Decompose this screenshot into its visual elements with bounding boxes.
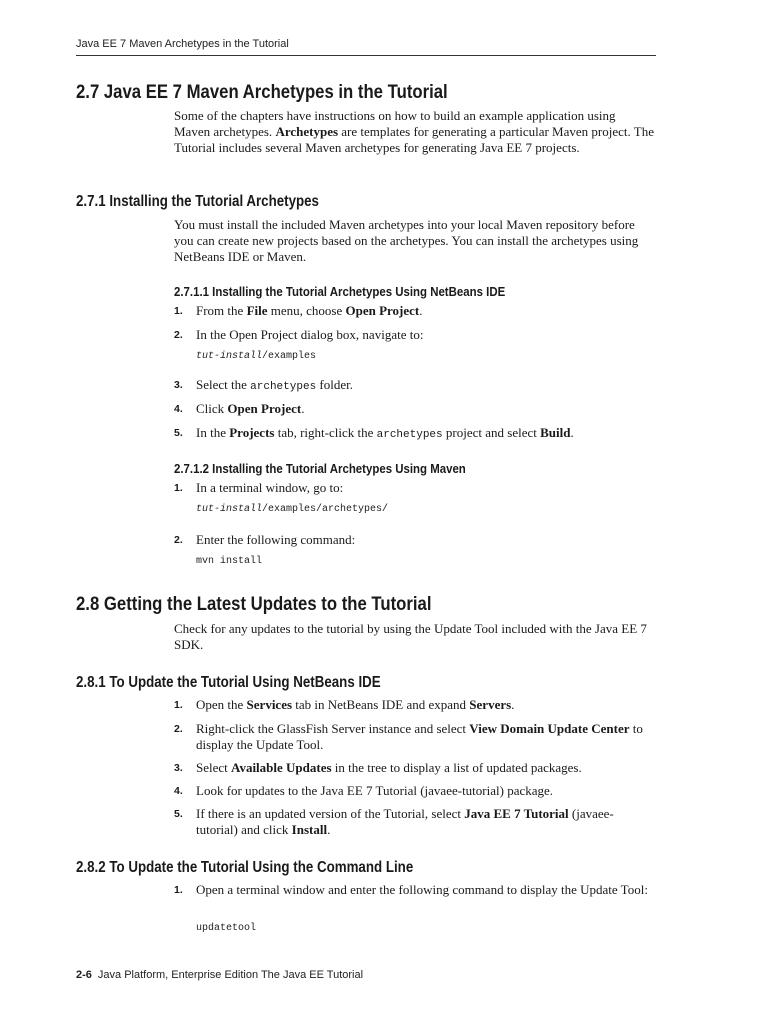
list-item: 5. If there is an updated version of the Tutorial, select Java EE 7 Tutorial (javaee-tutorial) and click Install.: [174, 806, 614, 837]
list-item: 2. In the Open Project dialog box, navigate to:: [174, 327, 424, 342]
page-number: 2-6: [76, 969, 92, 981]
list-item: 1. Open a terminal window and enter the following command to display the Update Tool:: [174, 882, 648, 897]
code-command: updatetool: [196, 923, 257, 934]
section-2-7-paragraph: Some of the chapters have instructions on how to build an example application using Maven archetypes. Archetypes are templates for generating a particular Maven project. The Tutorial includes several Maven archetypes for generating Java EE 7 projects.: [174, 108, 654, 155]
list-item: 1. Open the Services tab in NetBeans IDE and expand Servers.: [174, 697, 515, 712]
page-footer: [76, 969, 363, 981]
list-item: 3. Select Available Updates in the tree to display a list of updated packages.: [174, 760, 582, 775]
section-2-8-2-title: 2.8.2 To Update the Tutorial Using the Command Line: [76, 859, 414, 876]
list-item: 2. Right-click the GlassFish Server instance and select View Domain Update Center to display the Update Tool.: [174, 721, 643, 752]
code-path: tut-install/examples: [196, 351, 317, 362]
footer-text: Java Platform, Enterprise Edition The Java EE Tutorial: [97, 969, 364, 981]
code-command: mvn install: [196, 556, 263, 567]
code-path: tut-install/examples/archetypes/: [196, 504, 389, 515]
list-item: 1. In a terminal window, go to:: [174, 480, 344, 495]
section-2-8-paragraph: Check for any updates to the tutorial by using the Update Tool included with the Java EE 7 SDK.: [174, 621, 647, 652]
section-2-7-1-paragraph: You must install the included Maven archetypes into your local Maven repository before you can create new projects based on the archetypes. You can install the archetypes using NetBeans IDE or Maven.: [174, 217, 639, 264]
section-2-7-title: 2.7 Java EE 7 Maven Archetypes in the Tutorial: [76, 82, 448, 103]
list-item: 2. Enter the following command:: [174, 532, 356, 547]
list-item: 3. Select the archetypes folder.: [174, 377, 353, 393]
header-rule: [76, 55, 656, 56]
section-2-7-1-1-title: 2.7.1.1 Installing the Tutorial Archetypes Using NetBeans IDE: [174, 284, 506, 299]
section-2-8-title: 2.8 Getting the Latest Updates to the Tutorial: [76, 594, 432, 615]
list-item: 5. In the Projects tab, right-click the archetypes project and select Build.: [174, 425, 574, 441]
section-2-8-1-title: 2.8.1 To Update the Tutorial Using NetBeans IDE: [76, 674, 381, 691]
list-item: 4. Look for updates to the Java EE 7 Tutorial (javaee-tutorial) package.: [174, 783, 554, 798]
list-item: 4. Click Open Project.: [174, 401, 305, 416]
running-header: Java EE 7 Maven Archetypes in the Tutorial: [76, 38, 289, 50]
section-2-7-1-title: 2.7.1 Installing the Tutorial Archetypes: [76, 193, 319, 210]
list-item: 1. From the File menu, choose Open Project.: [174, 303, 423, 318]
section-2-7-1-2-title: 2.7.1.2 Installing the Tutorial Archetypes Using Maven: [174, 461, 466, 476]
